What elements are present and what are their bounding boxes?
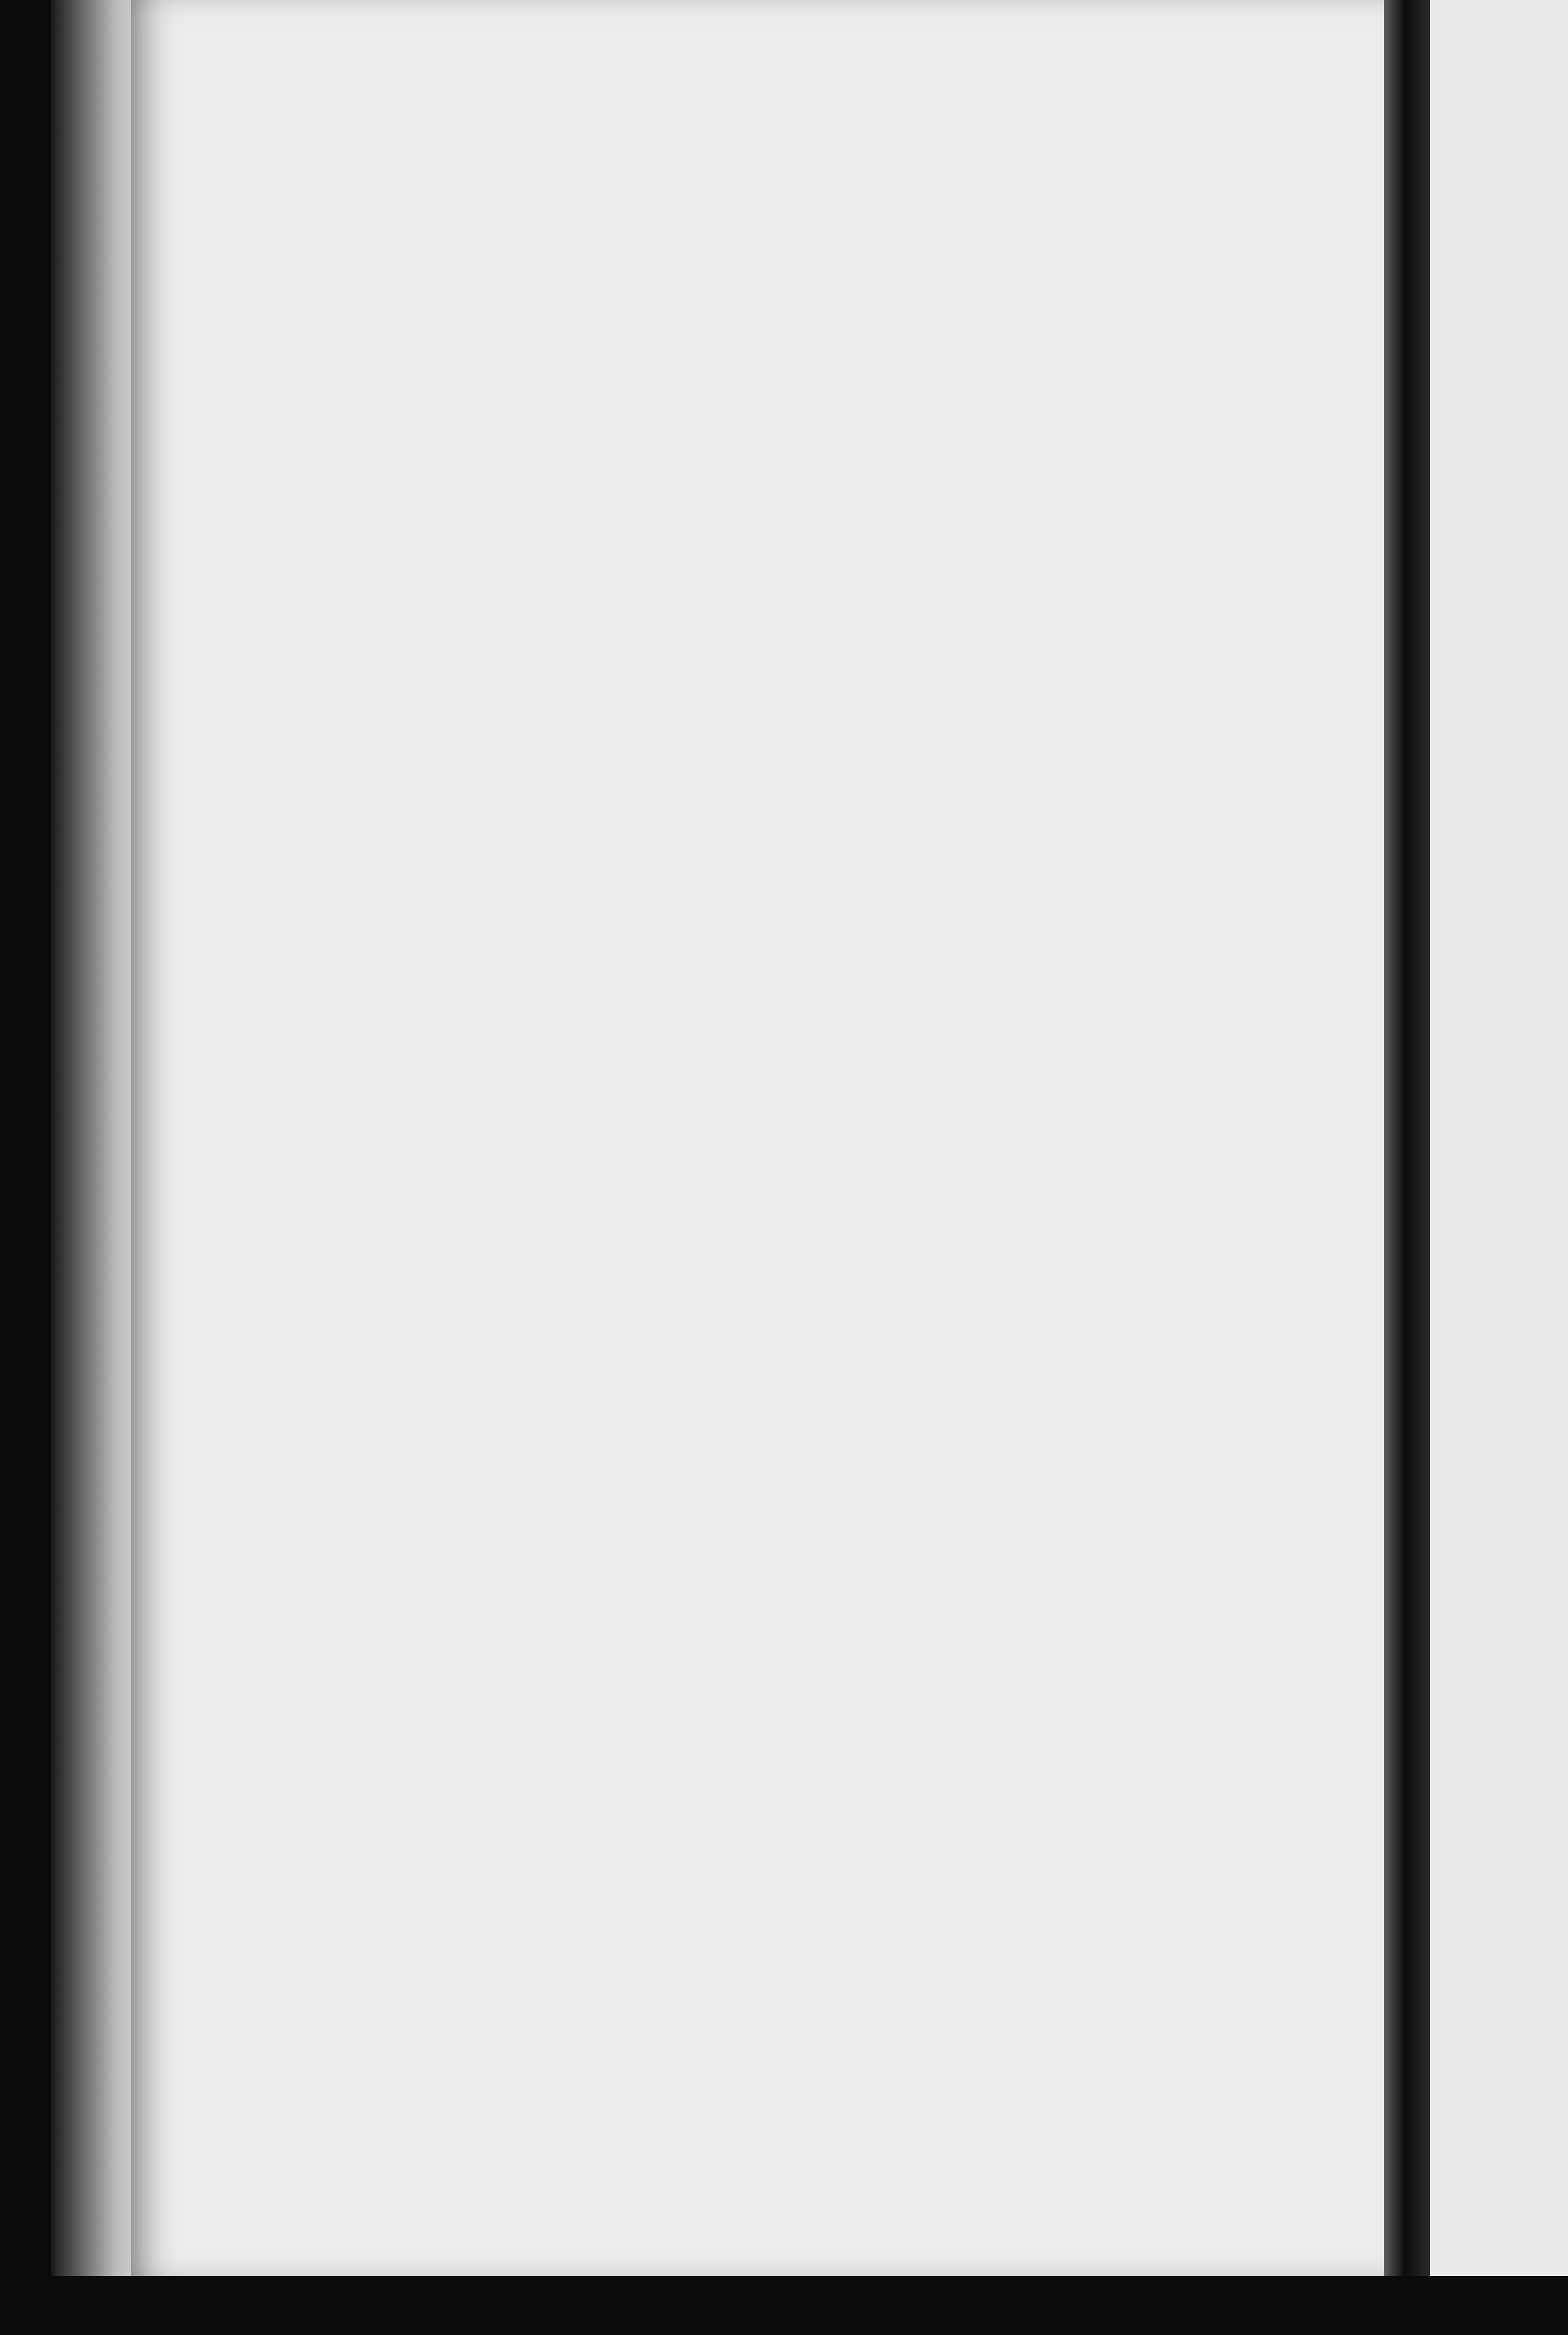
- book-gutter: [1384, 0, 1430, 2276]
- right-page-fragment: [1430, 0, 1568, 2276]
- scan-border: [0, 2276, 1568, 2335]
- left-page: [131, 0, 1384, 2276]
- book-spine-shadow: [51, 0, 143, 2335]
